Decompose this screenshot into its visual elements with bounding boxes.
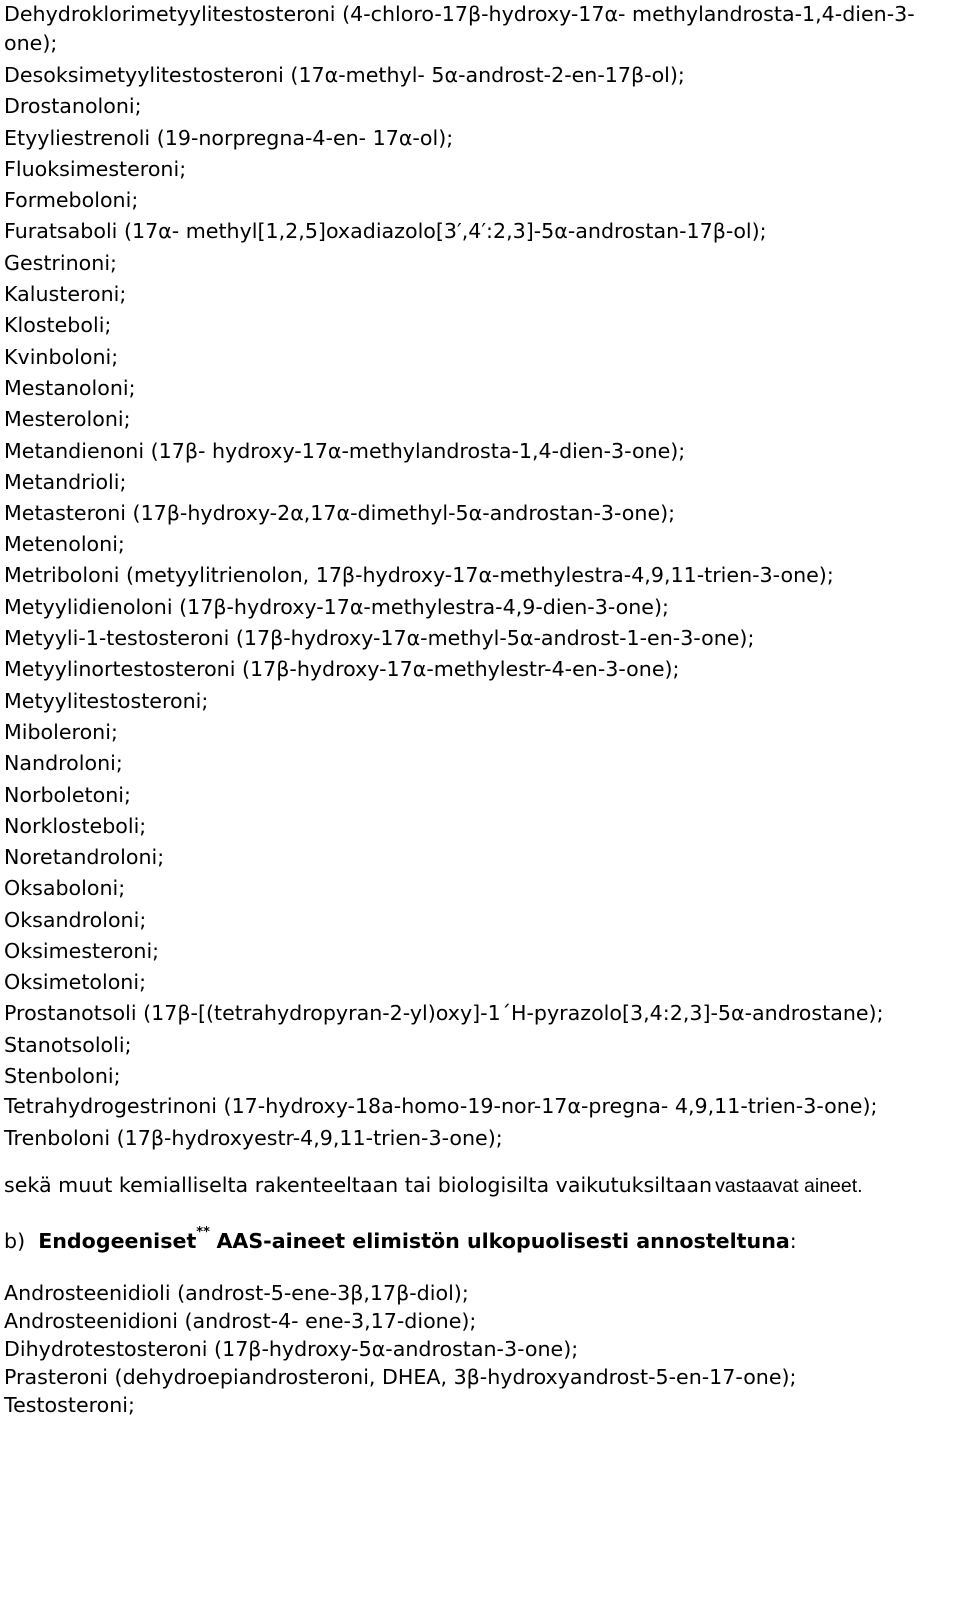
substance-item: Oksaboloni; xyxy=(4,876,126,901)
substance-item: Metriboloni (metyylitrienolon, 17β-hydroxy-17α-methylestra-4,9,11-trien-3-one); xyxy=(4,562,834,587)
substance-item: Tetrahydrogestrinoni (17-hydroxy-18a-homo-19-nor-17α-pregna- 4,9,11-trien-3-one); xyxy=(4,1094,878,1119)
substance-item: Metyylitestosteroni; xyxy=(4,688,209,713)
closing-main: sekä muut kemialliselta rakenteeltaan tai biologisilta vaikutuksiltaan xyxy=(4,1172,713,1197)
closing-sentence xyxy=(4,1171,944,1200)
substance-item: Prostanotsoli (17β-[(tetrahydropyran-2-yl)oxy]-1´H-pyrazolo[3,4:2,3]-5α-androstane); xyxy=(4,1000,884,1025)
section-heading-part2: AAS-aineet elimistön ulkopuolisesti annosteltuna xyxy=(216,1228,790,1253)
substance-item: Oksimetoloni; xyxy=(4,970,147,995)
section-marker: b) xyxy=(4,1228,26,1253)
endogenous-substance-item: Testosteroni; xyxy=(4,1392,135,1417)
substance-item: Mestanoloni; xyxy=(4,375,136,400)
substance-item: Noretandroloni; xyxy=(4,845,165,870)
substance-item: Dehydroklorimetyylitestosteroni (4-chloro-17β-hydroxy-17α- methylandrosta-1,4-dien-3-one); xyxy=(4,2,915,55)
endogenous-substance-item: Prasteroni (dehydroepiandrosteroni, DHEA, 3β-hydroxyandrost-5-en-17-one); xyxy=(4,1364,797,1389)
substance-item: Oksandroloni; xyxy=(4,907,147,932)
substance-item: Formeboloni; xyxy=(4,188,139,213)
substance-item: Metasteroni (17β-hydroxy-2α,17α-dimethyl-5α-androstan-3-one); xyxy=(4,501,676,526)
substance-item: Norboletoni; xyxy=(4,782,131,807)
endogenous-substance-list xyxy=(4,1279,944,1419)
substance-item: Metyylidienoloni (17β-hydroxy-17α-methylestra-4,9-dien-3-one); xyxy=(4,594,669,619)
substance-item: Metandienoni (17β- hydroxy-17α-methylandrosta-1,4-dien-3-one); xyxy=(4,438,686,463)
substance-item: Klosteboli; xyxy=(4,313,112,338)
footnote-marker: ** xyxy=(196,1224,210,1240)
substance-item: Mesteroloni; xyxy=(4,407,131,432)
substance-item: Metyyli-1-testosteroni (17β-hydroxy-17α-methyl-5α-androst-1-en-3-one); xyxy=(4,626,755,651)
substance-item: Miboleroni; xyxy=(4,719,118,744)
section-b-heading xyxy=(4,1226,944,1256)
substance-item: Metenoloni; xyxy=(4,532,125,557)
closing-tail: vastaavat aineet. xyxy=(715,1174,863,1197)
substance-item: Gestrinoni; xyxy=(4,250,117,275)
substance-item: Metandrioli; xyxy=(4,469,127,494)
substance-item: Norklosteboli; xyxy=(4,813,147,838)
substance-item: Oksimesteroni; xyxy=(4,939,160,964)
substance-list xyxy=(4,0,944,1155)
substance-item: Nandroloni; xyxy=(4,751,123,776)
substance-item: Stanotsololi; xyxy=(4,1032,132,1057)
endogenous-substance-item: Androsteenidioni (androst-4- ene-3,17-dione); xyxy=(4,1308,477,1333)
endogenous-substance-item: Dihydrotestosteroni (17β-hydroxy-5α-androstan-3-one); xyxy=(4,1336,579,1361)
heading-colon: : xyxy=(789,1228,797,1253)
substance-item: Kvinboloni; xyxy=(4,344,119,369)
substance-item: Stenboloni; xyxy=(4,1063,121,1088)
document-page xyxy=(4,0,944,1419)
substance-item: Furatsaboli (17α- methyl[1,2,5]oxadiazolo[3′,4′:2,3]-5α-androstan-17β-ol); xyxy=(4,219,767,244)
section-heading-part1: Endogeeniset xyxy=(38,1228,197,1253)
endogenous-substance-item: Androsteenidioli (androst-5-ene-3β,17β-diol); xyxy=(4,1280,469,1305)
substance-item: Fluoksimesteroni; xyxy=(4,156,187,181)
substance-item: Kalusteroni; xyxy=(4,282,127,307)
substance-item: Drostanoloni; xyxy=(4,94,142,119)
substance-item: Metyylinortestosteroni (17β-hydroxy-17α-methylestr-4-en-3-one); xyxy=(4,657,680,682)
substance-item: Etyyliestrenoli (19-norpregna-4-en- 17α-ol); xyxy=(4,125,454,150)
substance-item: Desoksimetyylitestosteroni (17α-methyl- 5α-androst-2-en-17β-ol); xyxy=(4,63,685,87)
substance-item: Trenboloni (17β-hydroxyestr-4,9,11-trien-3-one); xyxy=(4,1126,503,1151)
